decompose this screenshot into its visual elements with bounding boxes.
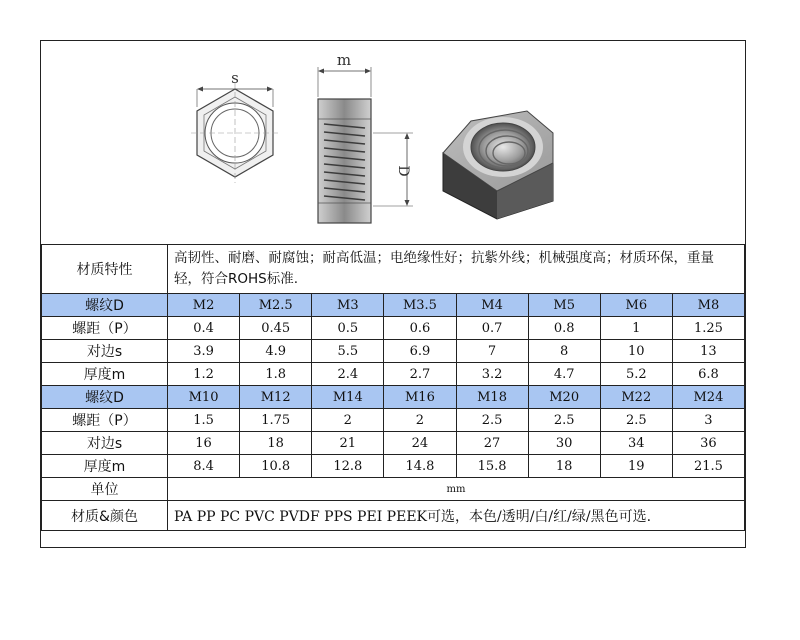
size-cell: M16	[384, 386, 456, 409]
properties-text: 高韧性、耐磨、耐腐蚀；耐高低温；电绝缘性好；抗紫外线；机械强度高；材质环保，重量轻，符合ROHS标准.	[168, 245, 745, 294]
unit-value: mm	[168, 478, 745, 501]
size-cell: M3	[312, 294, 384, 317]
pitch-cell: 1.75	[240, 409, 312, 432]
pitch-label: 螺距（P）	[42, 317, 168, 340]
material-label: 材质&颜色	[42, 501, 168, 531]
properties-label: 材质特性	[42, 245, 168, 294]
across-cell: 34	[600, 432, 672, 455]
across-cell: 8	[528, 340, 600, 363]
thread-row-1	[42, 294, 745, 317]
size-cell: M3.5	[384, 294, 456, 317]
pitch-cell: 0.45	[240, 317, 312, 340]
thickness-row-1	[42, 363, 745, 386]
spec-sheet	[40, 40, 746, 548]
spec-table	[41, 244, 745, 531]
across-cell: 27	[456, 432, 528, 455]
pitch-cell: 3	[672, 409, 744, 432]
across-label: 对边s	[42, 340, 168, 363]
size-cell: M18	[456, 386, 528, 409]
thickness-cell: 1.2	[168, 363, 240, 386]
across-row-1	[42, 340, 745, 363]
across-cell: 21	[312, 432, 384, 455]
side-view	[318, 67, 413, 223]
across-cell: 24	[384, 432, 456, 455]
pitch-label: 螺距（P）	[42, 409, 168, 432]
thickness-cell: 2.4	[312, 363, 384, 386]
material-row	[42, 501, 745, 531]
pitch-cell: 0.6	[384, 317, 456, 340]
size-cell: M12	[240, 386, 312, 409]
thickness-cell: 14.8	[384, 455, 456, 478]
thickness-cell: 12.8	[312, 455, 384, 478]
pitch-cell: 2.5	[600, 409, 672, 432]
pitch-row-2	[42, 409, 745, 432]
dim-s-label: s	[231, 69, 239, 87]
pitch-cell: 0.5	[312, 317, 384, 340]
thickness-label: 厚度m	[42, 363, 168, 386]
size-cell: M22	[600, 386, 672, 409]
thickness-cell: 15.8	[456, 455, 528, 478]
thickness-label: 厚度m	[42, 455, 168, 478]
thickness-cell: 5.2	[600, 363, 672, 386]
across-cell: 5.5	[312, 340, 384, 363]
across-cell: 36	[672, 432, 744, 455]
front-view-hexagon	[191, 83, 279, 183]
size-cell: M8	[672, 294, 744, 317]
thickness-cell: 19	[600, 455, 672, 478]
pitch-cell: 1.5	[168, 409, 240, 432]
pitch-cell: 2.5	[528, 409, 600, 432]
across-cell: 13	[672, 340, 744, 363]
pitch-cell: 2	[312, 409, 384, 432]
pitch-cell: 1.25	[672, 317, 744, 340]
size-cell: M6	[600, 294, 672, 317]
unit-row	[42, 478, 745, 501]
pitch-cell: 0.7	[456, 317, 528, 340]
pitch-cell: 0.4	[168, 317, 240, 340]
across-row-2	[42, 432, 745, 455]
thickness-cell: 21.5	[672, 455, 744, 478]
across-cell: 4.9	[240, 340, 312, 363]
pitch-cell: 2.5	[456, 409, 528, 432]
size-cell: M5	[528, 294, 600, 317]
size-cell: M24	[672, 386, 744, 409]
thread-label: 螺纹D	[42, 294, 168, 317]
thickness-row-2	[42, 455, 745, 478]
thickness-cell: 2.7	[384, 363, 456, 386]
nut-3d-render	[443, 111, 553, 219]
thickness-cell: 8.4	[168, 455, 240, 478]
pitch-cell: 2	[384, 409, 456, 432]
across-cell: 3.9	[168, 340, 240, 363]
pitch-cell: 0.8	[528, 317, 600, 340]
across-cell: 30	[528, 432, 600, 455]
thickness-cell: 18	[528, 455, 600, 478]
thickness-cell: 1.8	[240, 363, 312, 386]
across-cell: 16	[168, 432, 240, 455]
thickness-cell: 10.8	[240, 455, 312, 478]
thread-row-2	[42, 386, 745, 409]
pitch-cell: 1	[600, 317, 672, 340]
across-cell: 10	[600, 340, 672, 363]
size-cell: M10	[168, 386, 240, 409]
size-cell: M2.5	[240, 294, 312, 317]
size-cell: M2	[168, 294, 240, 317]
thickness-cell: 3.2	[456, 363, 528, 386]
thickness-cell: 6.8	[672, 363, 744, 386]
across-label: 对边s	[42, 432, 168, 455]
size-cell: M20	[528, 386, 600, 409]
unit-label: 单位	[42, 478, 168, 501]
dim-d-label: D	[395, 165, 411, 177]
properties-row	[42, 245, 745, 294]
size-cell: M14	[312, 386, 384, 409]
thickness-cell: 4.7	[528, 363, 600, 386]
material-text: PA PP PC PVC PVDF PPS PEI PEEK可选，本色/透明/白/红/绿/黑色可选.	[168, 501, 745, 531]
pitch-row-1	[42, 317, 745, 340]
across-cell: 6.9	[384, 340, 456, 363]
across-cell: 18	[240, 432, 312, 455]
dim-m-label: m	[336, 51, 352, 69]
across-cell: 7	[456, 340, 528, 363]
nut-technical-drawing	[41, 41, 745, 244]
thread-label: 螺纹D	[42, 386, 168, 409]
size-cell: M4	[456, 294, 528, 317]
